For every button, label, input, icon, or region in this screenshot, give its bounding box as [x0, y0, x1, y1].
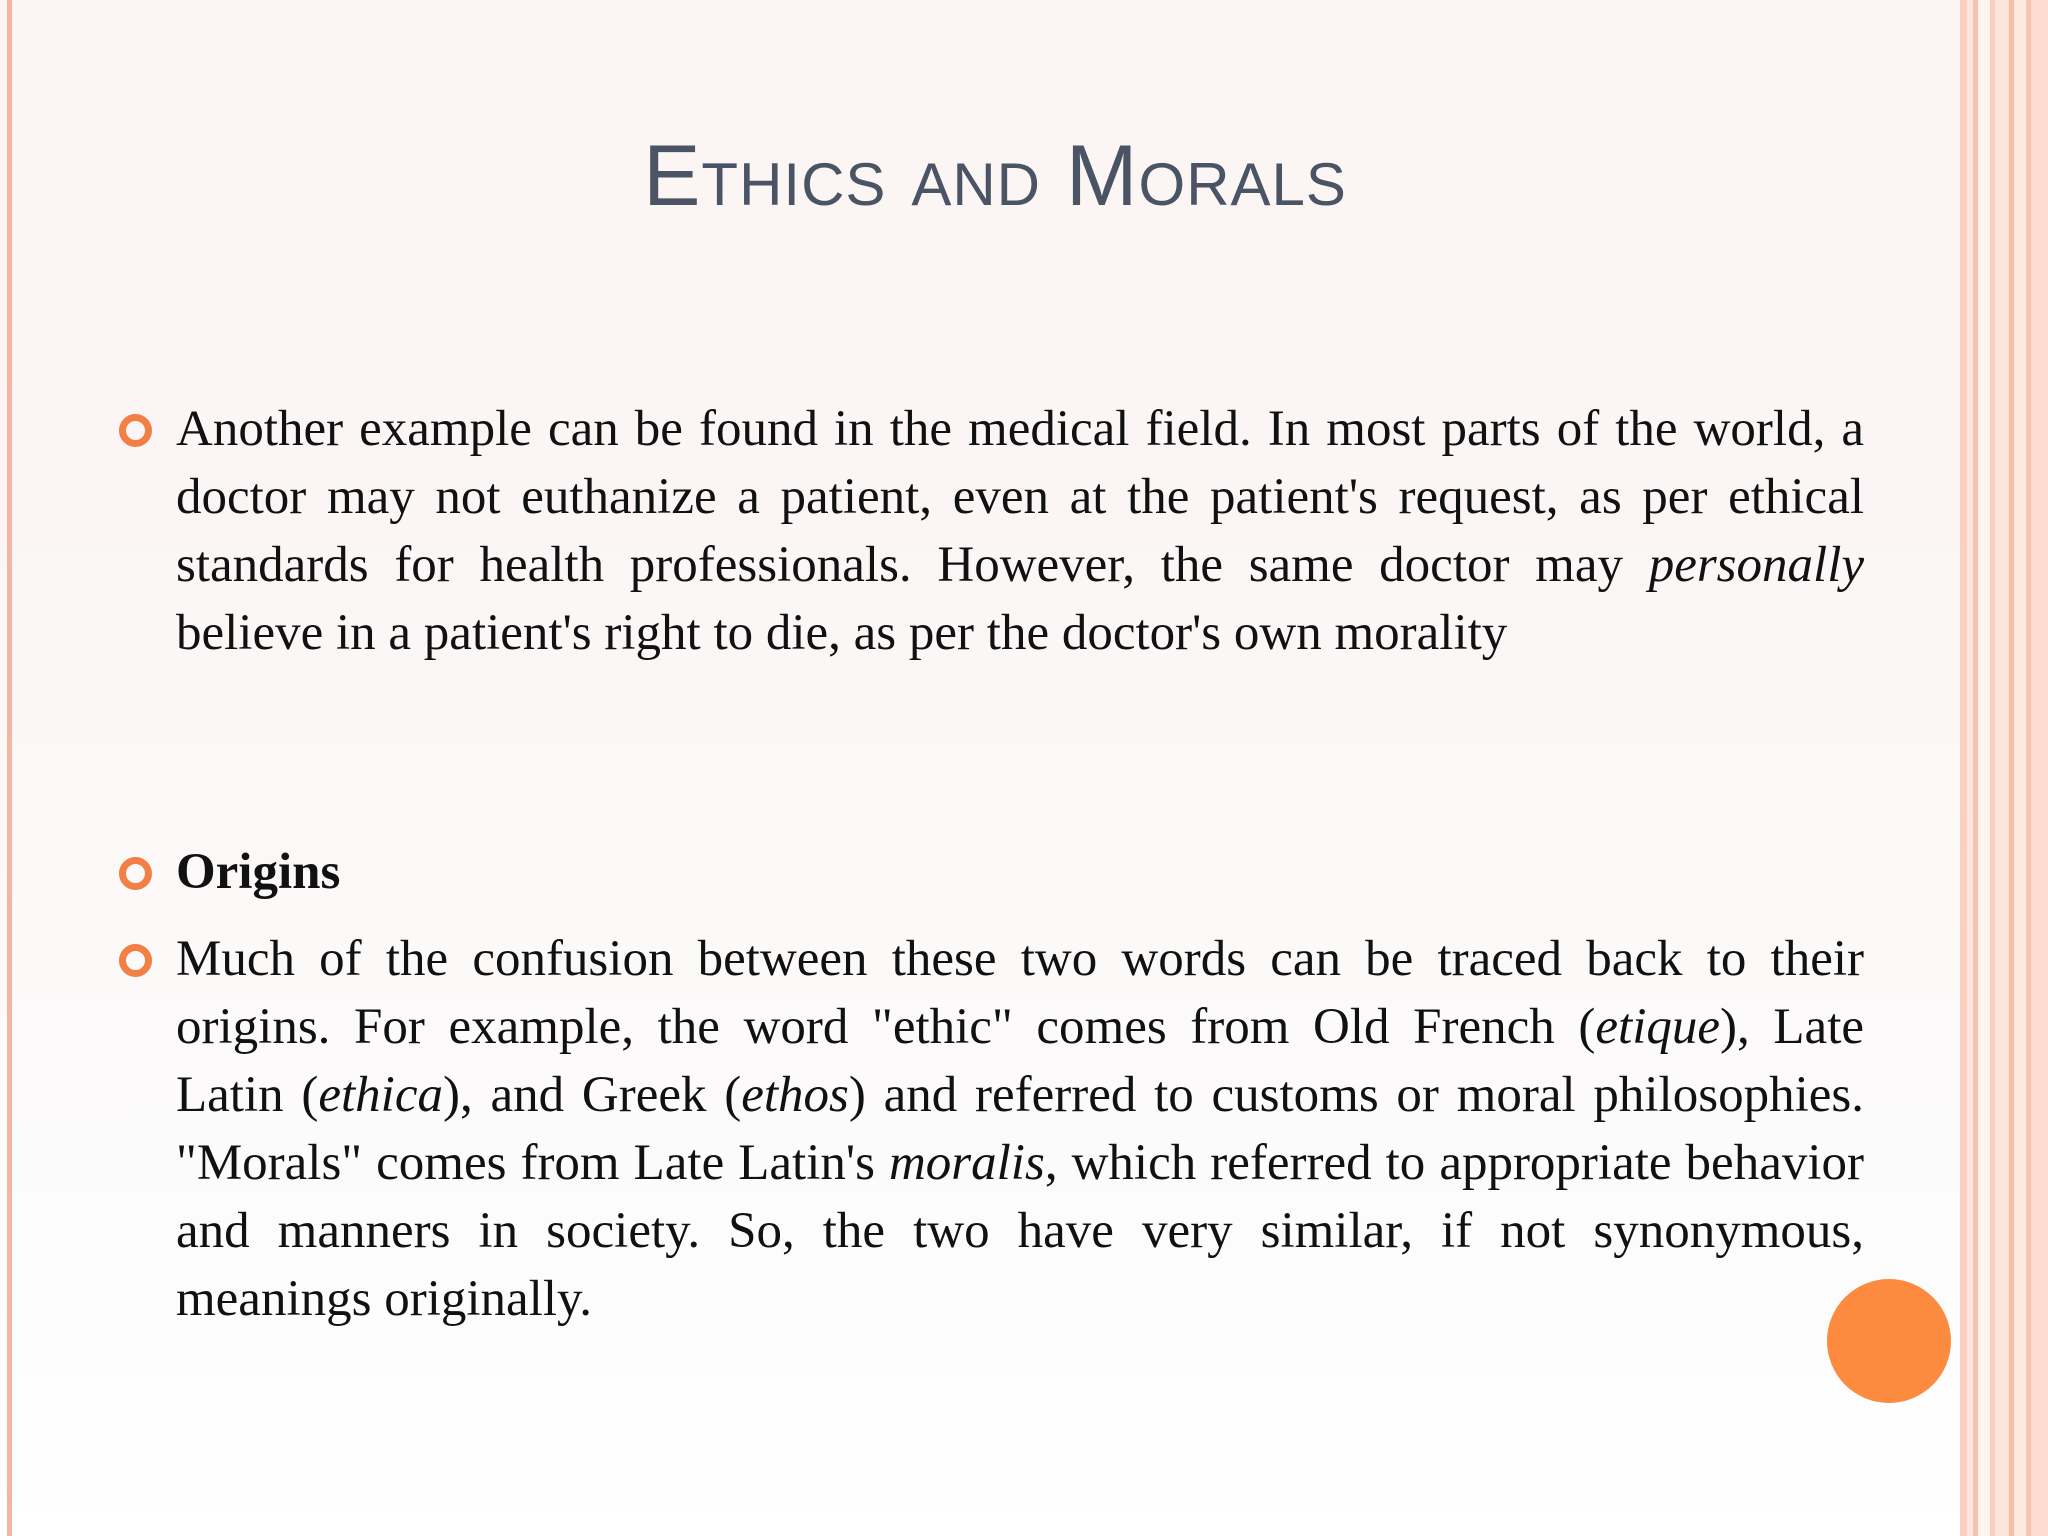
bullet-text: [176, 931, 1864, 1327]
hollow-circle-bullet-icon: [119, 944, 152, 977]
slide-title: Ethics and Morals: [643, 128, 1347, 224]
bullet-text-run: Much of the confusion between these two words can be traced back to their origins. For example, the word "ethic" comes from Old French (: [176, 931, 1864, 1055]
bullet-text-run: Another example can be found in the medical field. In most parts of the world, a doctor may not euthanize a patient, even at the patient's request, as per ethical standards for health professionals. However, the same doctor may: [176, 401, 1864, 593]
bullet-text-run: , which referred to appropriate behavior and manners in society. So, the two have very similar, if not synonymous, meanings originally.: [176, 1135, 1864, 1327]
bullet-text-run: ), Late Latin (: [176, 999, 1864, 1123]
bullet-text-run: etique: [1595, 999, 1721, 1055]
bullet-text: [176, 401, 1864, 661]
bullet-text: [176, 844, 340, 900]
bullet-text-run: moralis: [888, 1135, 1045, 1191]
bullet-medical-example: [176, 395, 1864, 667]
orange-circle-decoration: [1827, 1279, 1951, 1403]
bullet-origins-explanation: [176, 925, 1864, 1333]
bullet-text-run: ), and Greek (: [443, 1067, 742, 1123]
bullet-text-run: ethos: [741, 1067, 849, 1123]
bullet-text-run: Origins: [176, 844, 341, 900]
hollow-circle-bullet-icon: [119, 857, 152, 890]
bullet-text-run: ) and referred to customs or moral philosophies. "Morals" comes from Late Latin's: [176, 1067, 1864, 1191]
bullet-origins-heading: [176, 838, 1864, 906]
hollow-circle-bullet-icon: [119, 414, 152, 447]
bullet-text-run: believe in a patient's right to die, as per the doctor's own morality: [176, 605, 1508, 661]
bullet-text-run: personally: [1648, 537, 1864, 593]
bullet-text-run: ethica: [318, 1067, 443, 1123]
